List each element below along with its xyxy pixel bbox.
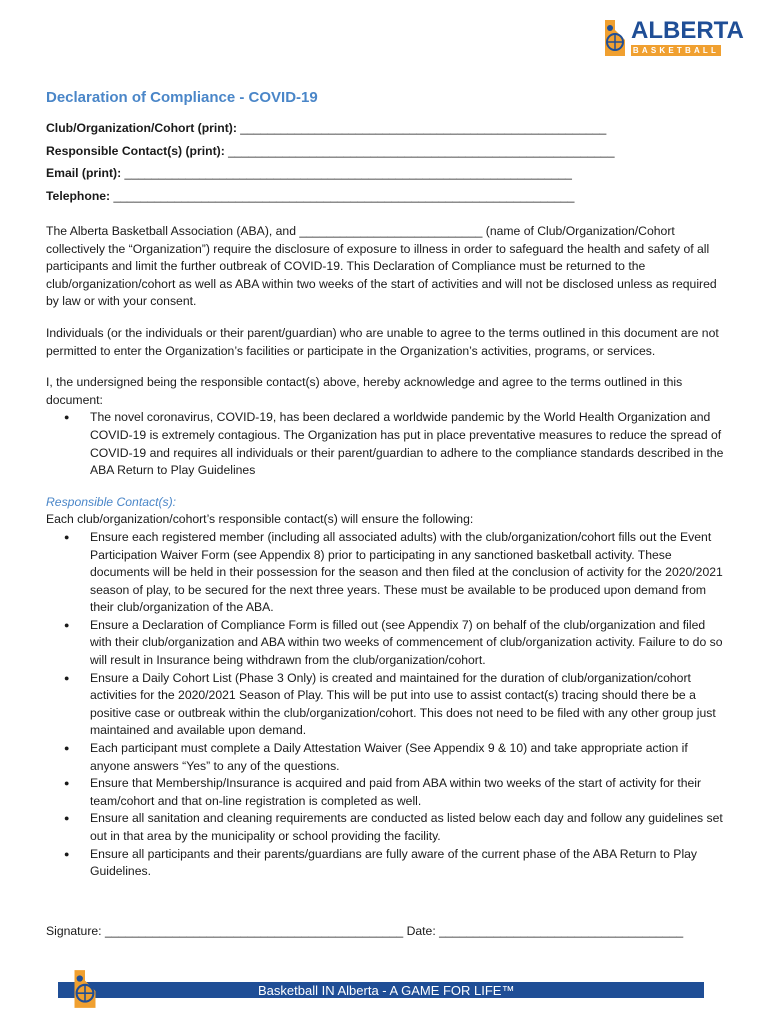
basketball-player-icon	[601, 18, 629, 58]
field-blank[interactable]: ______________________________________________________	[240, 121, 607, 135]
signature-blank[interactable]: ____________________________________________	[104, 924, 404, 938]
field-blank[interactable]: __________________________________________________________________	[124, 166, 572, 181]
footer-tagline: Basketball IN Alberta - A GAME FOR LIFE™	[258, 983, 515, 998]
field-blank[interactable]: _________________________________________________________	[228, 143, 615, 158]
individuals-paragraph: Individuals (or the individuals or their parent/guardian) who are unable to agree to the terms outlined in this document are not permitted to enter the Organization’s facilities or participate in the Organization’s activities, programs, or services.	[46, 325, 719, 358]
acknowledge-list	[46, 409, 726, 479]
list-item: ● Ensure each registered member (including all associated adults) with the club/organization/cohort fills out the Event Participation Waiver Form (see Appendix 8) prior to participating in any sanctioned basketball activity. These documents will be held in their possession for the season and then filed at the conclusion of activity for the 2020/2021 season of play, to be secured for the next three years. These must be available to be produced upon demand from their club/organization of the ABA.	[46, 529, 726, 617]
date-blank[interactable]: ____________________________________	[439, 924, 684, 938]
field-label: Email (print):	[46, 166, 122, 181]
email-field[interactable]	[46, 166, 726, 189]
field-blank[interactable]: ____________________________________________________________________	[113, 189, 575, 204]
alberta-basketball-logo	[601, 17, 744, 58]
list-item: ● Ensure all participants and their parents/guardians are fully aware of the current phase of the ABA Return to Play Guidelines.	[46, 846, 726, 881]
intro-paragraph: The Alberta Basketball Association (ABA), and ___________________________ (name of Club/Organization/Cohort collectively the “Organization”) require the disclosure of exposure to illness in order to safeguard the health and safety of all participants and limit the further outbreak of COVID-19. This Declaration of Compliance must be returned to the club/organization/cohort as well as ABA within two weeks of the start of activities and will not be disclosed unless as required by law or with your consent.	[46, 224, 717, 309]
list-item: ● The novel coronavirus, COVID-19, has been declared a worldwide pandemic by the World Health Organization and COVID-19 is extremely contagious. The Organization has put in place preventative measures to reduce the spread of COVID-19 and requires all individuals or their parent/guardian to adhere to the compliance standards described in the ABA Return to Play Guidelines	[46, 409, 726, 479]
responsible-list	[46, 529, 726, 881]
acknowledge-paragraph: I, the undersigned being the responsible contact(s) above, hereby acknowledge and agree to the terms outlined in this document:	[46, 375, 683, 407]
contact-fields	[46, 121, 726, 212]
signature-line[interactable]	[46, 924, 726, 938]
responsible-contact-field[interactable]	[46, 144, 726, 167]
list-item: ● Ensure a Declaration of Compliance Form is filled out (see Appendix 7) on behalf of the club/organization and filed with their club/organization and ABA within two weeks of commencement of club/organization activity. Failure to do so will result in Insurance being withdrawn from the club/organization/cohort.	[46, 617, 726, 670]
field-label: Telephone:	[46, 189, 111, 204]
responsible-heading: Responsible Contact(s):	[46, 494, 177, 509]
logo-wordmark: ALBERTA	[631, 17, 744, 44]
field-label: Responsible Contact(s) (print):	[46, 143, 225, 158]
date-label: Date:	[406, 924, 436, 938]
list-item: ● Ensure all sanitation and cleaning requirements are conducted as listed below each day and follow any guidelines set out in that area by the municipality or school providing the facility.	[46, 810, 726, 845]
telephone-field[interactable]	[46, 189, 726, 212]
signature-label: Signature:	[46, 924, 102, 938]
field-label: Club/Organization/Cohort (print):	[46, 121, 237, 135]
list-item: ● Each participant must complete a Daily Attestation Waiver (See Appendix 9 & 10) and take appropriate action if anyone answers “Yes” to any of the questions.	[46, 740, 726, 775]
basketball-player-icon	[70, 968, 100, 1010]
page-title: Declaration of Compliance - COVID-19	[46, 89, 318, 106]
responsible-lead: Each club/organization/cohort’s responsible contact(s) will ensure the following:	[46, 512, 474, 527]
logo-subtitle: BASKETBALL	[632, 46, 720, 55]
club-field[interactable]	[46, 121, 726, 144]
list-item: ● Ensure a Daily Cohort List (Phase 3 Only) is created and maintained for the duration of club/organization/cohort activities for the 2020/2021 Season of Play. This will be put into use to assist contact(s) tracing should there be a positive case or outbreak within the club/organization/cohort. This does not need to be filed with any other group just maintained and available upon demand.	[46, 670, 726, 740]
document-body	[46, 223, 726, 881]
list-item: ● Ensure that Membership/Insurance is acquired and paid from ABA within two weeks of the start of activity for their team/cohort and that on-line registration is completed as well.	[46, 775, 726, 810]
